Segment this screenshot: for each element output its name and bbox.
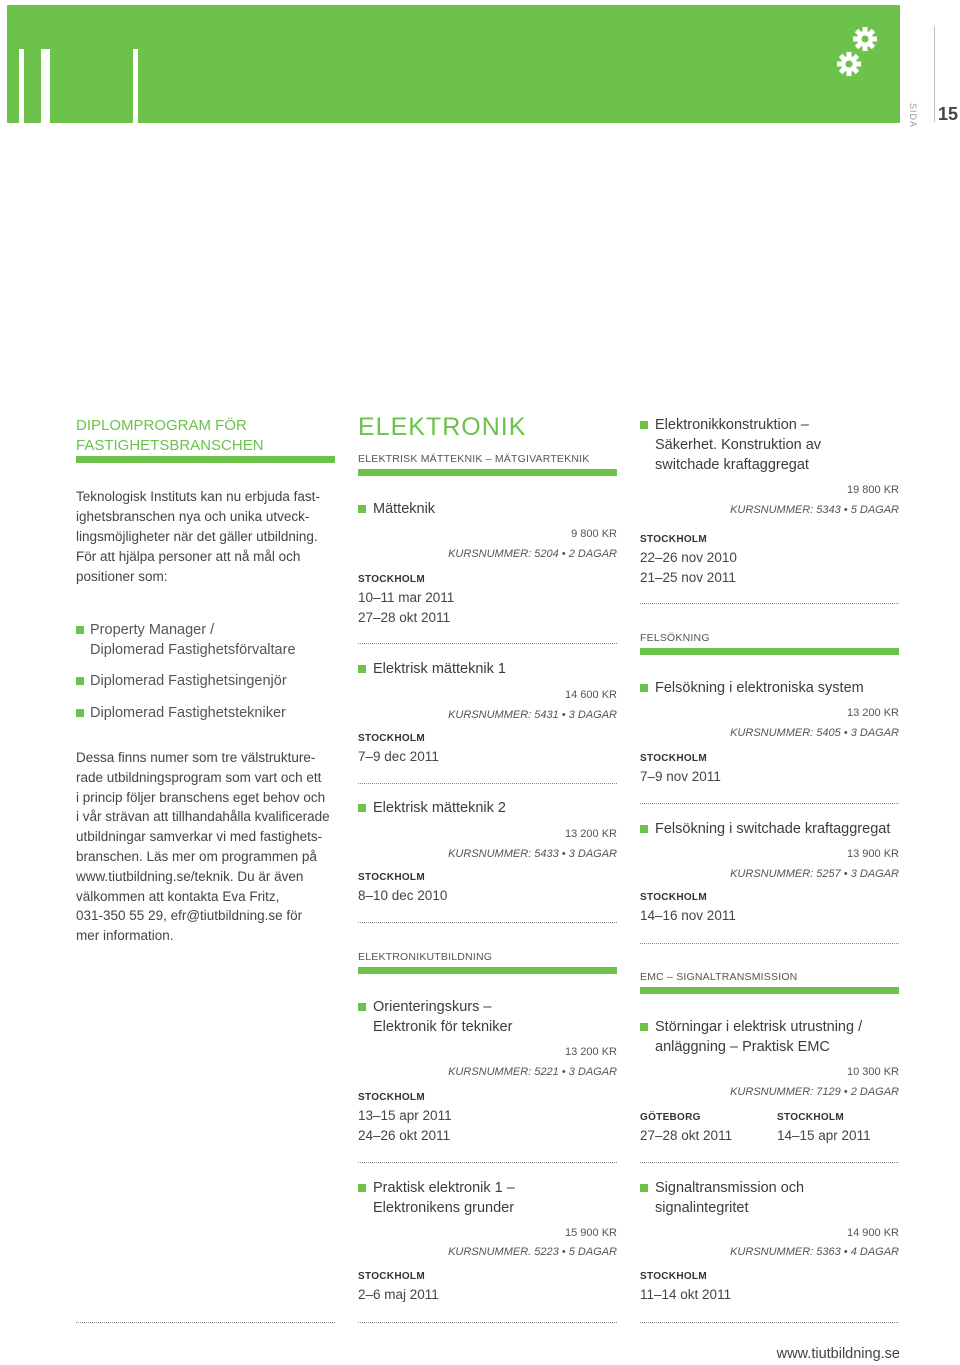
course-title-line: anläggning – Praktisk EMC: [655, 1039, 830, 1055]
header-separator: [934, 26, 935, 122]
course-date: 22–26 nov 2010: [640, 550, 737, 565]
left-title-line1: DIPLOMPROGRAM FÖR: [76, 417, 247, 434]
course-price: 13 200 KR: [565, 1046, 617, 1058]
course-date: 7–9 dec 2011: [358, 749, 439, 764]
course-date: 13–15 apr 2011: [358, 1108, 452, 1123]
course-date: 11–14 okt 2011: [640, 1287, 732, 1302]
divider: [358, 922, 617, 923]
bullet-square-icon: [76, 709, 84, 717]
divider: [640, 603, 899, 604]
body-line: rade utbildningsprogram som vart och ett: [76, 769, 322, 785]
course-date: 2–6 maj 2011: [358, 1287, 439, 1302]
bullet-square-icon: [358, 804, 366, 812]
course-title-line: Störningar i elektrisk utrustning /: [655, 1019, 863, 1035]
left-title-line2: FASTIGHETSBRANSCHEN: [76, 437, 264, 454]
course-title: [655, 1178, 804, 1218]
intro-line: ighetsbranschen nya och unika utveck-: [76, 509, 310, 524]
header-bar-2: [41, 49, 50, 123]
course-city: STOCKHOLM: [777, 1112, 844, 1123]
gears-icon: [832, 22, 882, 82]
program-property-manager: [90, 620, 296, 660]
course-city: STOCKHOLM: [640, 753, 707, 764]
course-date: 14–16 nov 2011: [640, 908, 736, 923]
course-price: 13 900 KR: [847, 848, 899, 860]
bullet-square-icon: [640, 825, 648, 833]
divider: [358, 643, 617, 644]
course-date: 27–28 okt 2011: [358, 610, 451, 625]
left-intro: [76, 487, 338, 587]
course-title: Elektrisk mätteknik 1: [373, 661, 506, 677]
course-title-line: Orienteringskurs –: [373, 999, 492, 1015]
divider: [640, 1322, 899, 1323]
course-title: Elektrisk mätteknik 2: [373, 800, 506, 816]
header-banner: [7, 5, 900, 123]
course-title-line: Elektronikens grunder: [373, 1200, 515, 1216]
course-number: KURSNUMMER: 5363 • 4 DAGAR: [730, 1246, 899, 1258]
divider: [76, 1322, 335, 1323]
course-city: GÖTEBORG: [640, 1112, 701, 1123]
course-city: STOCKHOLM: [358, 574, 425, 585]
course-price: 9 800 KR: [571, 528, 617, 540]
section-rule: [358, 967, 617, 974]
course-number: KURSNUMMER: 5431 • 3 DAGAR: [448, 709, 617, 721]
course-number: KURSNUMMER: 5433 • 3 DAGAR: [448, 848, 617, 860]
course-date: 8–10 dec 2010: [358, 888, 448, 903]
section-rule: [640, 648, 899, 655]
body-line: mer information.: [76, 928, 174, 944]
course-city: STOCKHOLM: [640, 534, 707, 545]
divider: [640, 1162, 899, 1163]
header-bar-1: [19, 49, 24, 123]
bullet-square-icon: [76, 626, 84, 634]
course-number: KURSNUMMER: 5221 • 3 DAGAR: [448, 1066, 617, 1078]
course-city: STOCKHOLM: [640, 892, 707, 903]
course-title: [655, 415, 821, 475]
course-title: Felsökning i elektroniska system: [655, 680, 864, 696]
header-bar-3: [133, 49, 138, 123]
section-emc: EMC – SIGNALTRANSMISSION: [640, 971, 798, 983]
divider: [358, 783, 617, 784]
course-number: KURSNUMMER. 5223 • 5 DAGAR: [448, 1246, 617, 1258]
bullet-square-icon: [640, 421, 648, 429]
course-price: 14 600 KR: [565, 689, 617, 701]
course-date: 10–11 mar 2011: [358, 590, 455, 605]
course-price: 14 900 KR: [847, 1227, 899, 1239]
program-line: Diplomerad Fastighetsförvaltare: [90, 642, 296, 658]
body-line: www.tiutbildning.se/teknik. Du är även: [76, 868, 304, 884]
bullet-square-icon: [358, 665, 366, 673]
intro-line: Teknologisk Instituts kan nu erbjuda fast-: [76, 489, 320, 504]
section-subtitle: ELEKTRISK MÄTTEKNIK – MÄTGIVARTEKNIK: [358, 453, 590, 465]
intro-line: positioner som:: [76, 569, 168, 584]
course-number: KURSNUMMER: 5405 • 3 DAGAR: [730, 727, 899, 739]
intro-line: lingsmöjligheter när det gäller utbildning.: [76, 529, 318, 544]
course-title-line: Signaltransmission och: [655, 1180, 805, 1196]
course-city: STOCKHOLM: [358, 1271, 425, 1282]
body-line: 031-350 55 29, efr@tiutbildning.se för: [76, 908, 303, 924]
intro-line: För att hjälpa personer att nå mål och: [76, 549, 301, 564]
page-number: 15: [938, 104, 959, 124]
course-title: [373, 1178, 515, 1218]
body-line: i princip följer branschens eget behov och: [76, 789, 326, 805]
body-line: i vår strävan att tillhandahålla kvalificerade: [76, 809, 330, 825]
bullet-square-icon: [640, 1023, 648, 1031]
section-title-elektronik: ELEKTRONIK: [358, 413, 527, 441]
section-felsokning: FELSÖKNING: [640, 632, 710, 644]
course-number: KURSNUMMER: 7129 • 2 DAGAR: [730, 1086, 899, 1098]
bullet-square-icon: [640, 684, 648, 692]
course-date: 27–28 okt 2011: [640, 1128, 733, 1143]
left-body-text: [76, 748, 338, 946]
course-number: KURSNUMMER: 5343 • 5 DAGAR: [730, 504, 899, 516]
body-line: branschen. Läs mer om programmen på: [76, 848, 317, 864]
course-title-line: Elektronik för tekniker: [373, 1019, 513, 1035]
course-city: STOCKHOLM: [358, 1092, 425, 1103]
section-rule: [640, 987, 899, 994]
middle-title-rule: [358, 469, 617, 476]
body-line: Dessa finns numer som tre välstrukture-: [76, 750, 316, 765]
page-label: SIDA: [908, 103, 918, 129]
course-title-line: signalintegritet: [655, 1200, 749, 1216]
course-price: 10 300 KR: [847, 1066, 899, 1078]
divider: [358, 1162, 617, 1163]
bullet-square-icon: [640, 1184, 648, 1192]
footer-website-link[interactable]: www.tiutbildning.se: [776, 1346, 900, 1362]
course-price: 13 200 KR: [847, 707, 899, 719]
program-fastighetsingenjor: Diplomerad Fastighetsingenjör: [90, 673, 287, 689]
bullet-square-icon: [76, 677, 84, 685]
divider: [640, 943, 899, 944]
course-price: 13 200 KR: [565, 828, 617, 840]
course-date: 7–9 nov 2011: [640, 769, 721, 784]
divider: [640, 803, 899, 804]
course-date: 21–25 nov 2011: [640, 570, 736, 585]
left-title: [76, 416, 336, 456]
course-title-line: Säkerhet. Konstruktion av: [655, 437, 822, 453]
program-line: Property Manager /: [90, 622, 215, 638]
bullet-square-icon: [358, 1003, 366, 1011]
course-number: KURSNUMMER: 5204 • 2 DAGAR: [448, 548, 617, 560]
bullet-square-icon: [358, 1184, 366, 1192]
course-city: STOCKHOLM: [358, 733, 425, 744]
bullet-square-icon: [358, 505, 366, 513]
course-title: [655, 1017, 862, 1057]
course-title-line: switchade kraftaggregat: [655, 457, 809, 473]
course-date: 24–26 okt 2011: [358, 1128, 451, 1143]
course-city: STOCKHOLM: [640, 1271, 707, 1282]
section-elektronikutbildning: ELEKTRONIKUTBILDNING: [358, 951, 493, 963]
program-fastighetstekniker: Diplomerad Fastighetstekniker: [90, 705, 286, 721]
body-line: utbildningar samverkar vi med fastighets-: [76, 829, 323, 845]
course-title: Mätteknik: [373, 501, 436, 517]
left-title-rule: [76, 456, 335, 463]
course-title: [373, 997, 512, 1037]
course-date: 14–15 apr 2011: [777, 1128, 871, 1143]
course-price: 19 800 KR: [847, 484, 899, 496]
course-price: 15 900 KR: [565, 1227, 617, 1239]
course-city: STOCKHOLM: [358, 872, 425, 883]
course-number: KURSNUMMER: 5257 • 3 DAGAR: [730, 868, 899, 880]
course-title-line: Elektronikkonstruktion –: [655, 417, 809, 433]
course-title: Felsökning i switchade kraftaggregat: [655, 821, 891, 837]
body-line: välkommen att kontakta Eva Fritz,: [76, 888, 280, 904]
divider: [358, 1322, 617, 1323]
course-title-line: Praktisk elektronik 1 –: [373, 1180, 515, 1196]
